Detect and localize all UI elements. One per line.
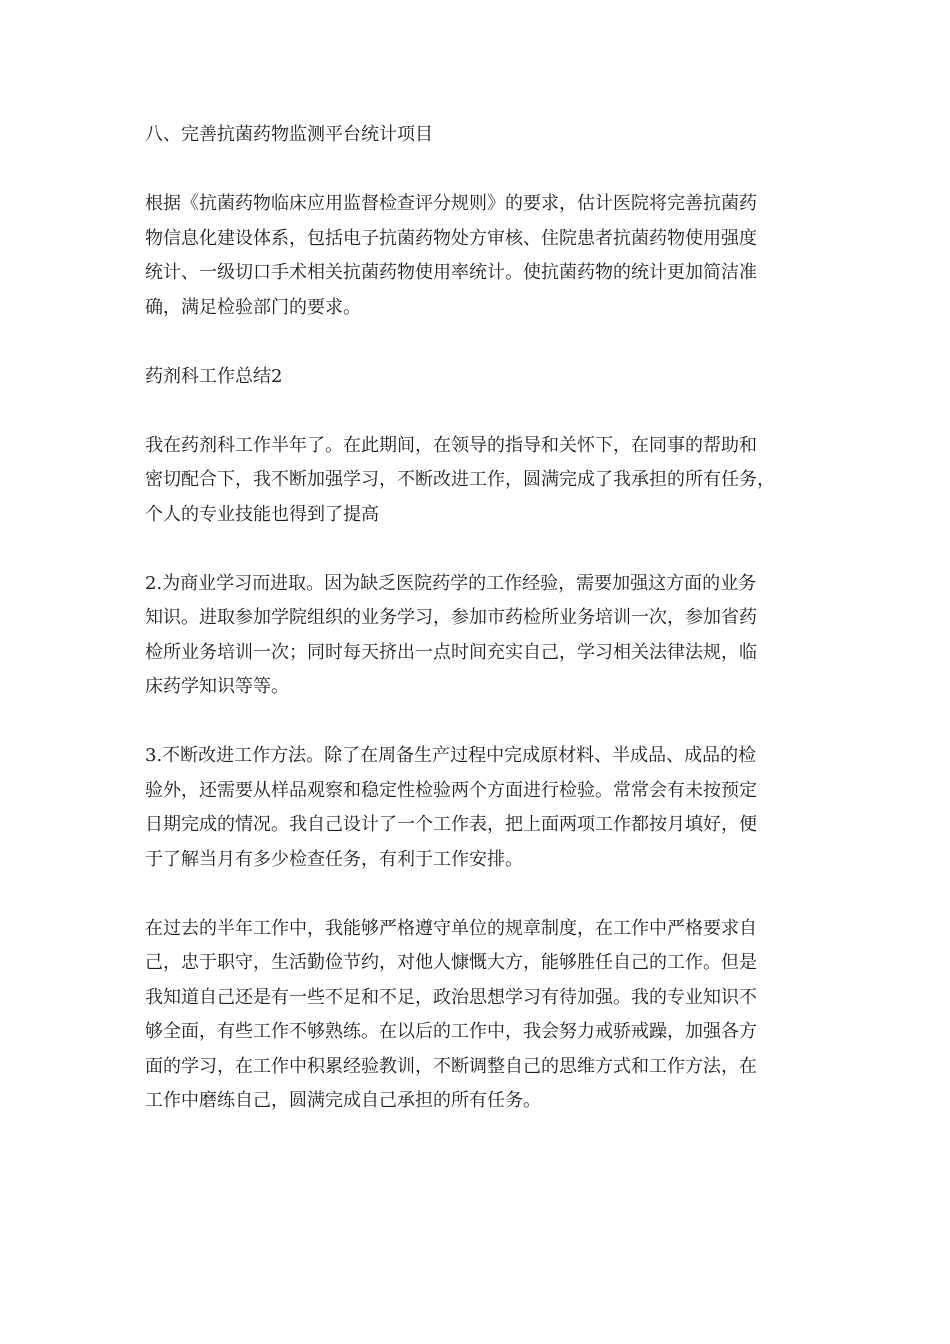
text-line: 药剂科工作总结2 bbox=[145, 365, 283, 387]
body-paragraph bbox=[145, 429, 805, 533]
text-line: 2.为商业学习而进取。因为缺乏医院药学的工作经验，需要加强这方面的业务 bbox=[145, 572, 757, 594]
text-line: 床药学知识等等。 bbox=[145, 676, 289, 697]
text-line: 3.不断改进工作方法。除了在周备生产过程中完成原材料、半成品、成品的检 bbox=[145, 745, 757, 766]
text-line: 根据《抗菌药物临床应用监督检查评分规则》的要求，估计医院将完善抗菌药 bbox=[145, 193, 757, 214]
text-line: 于了解当月有多少检查任务，有利于工作安排。 bbox=[145, 848, 523, 870]
document-body bbox=[145, 118, 805, 1153]
text-line: 我在药剂科工作半年了。在此期间，在领导的指导和关怀下，在同事的帮助和 bbox=[145, 434, 757, 456]
text-line: 日期完成的情况。我自己设计了一个工作表，把上面两项工作都按月填好，便 bbox=[145, 814, 757, 835]
text-line: 知识。进取参加学院组织的业务学习，参加市药检所业务培训一次，参加省药 bbox=[145, 607, 757, 628]
text-line: 密切配合下，我不断加强学习，不断改进工作，圆满完成了我承担的所有任务， bbox=[145, 469, 775, 490]
body-paragraph bbox=[145, 567, 805, 705]
section-title bbox=[145, 360, 805, 395]
text-line: 统计、一级切口手术相关抗菌药物使用率统计。使抗菌药物的统计更加简洁准 bbox=[145, 262, 757, 283]
text-line: 验外，还需要从样品观察和稳定性检验两个方面进行检验。常常会有未按预定 bbox=[145, 779, 757, 801]
text-line: 确，满足检验部门的要求。 bbox=[145, 296, 361, 318]
text-line: 在过去的半年工作中，我能够严格遵守单位的规章制度，在工作中严格要求自 bbox=[145, 917, 757, 939]
section-heading bbox=[145, 118, 805, 153]
body-paragraph bbox=[145, 187, 805, 325]
text-line: 我知道自己还是有一些不足和不足，政治思想学习有待加强。我的专业知识不 bbox=[145, 986, 757, 1008]
text-line: 八、完善抗菌药物监测平台统计项目 bbox=[145, 124, 433, 145]
text-line: 面的学习，在工作中积累经验教训，不断调整自己的思维方式和工作方法，在 bbox=[145, 1055, 757, 1077]
text-line: 物信息化建设体系，包括电子抗菌药物处方审核、住院患者抗菌药物使用强度 bbox=[145, 227, 757, 249]
text-line: 个人的专业技能也得到了提高 bbox=[145, 503, 379, 525]
body-paragraph bbox=[145, 739, 805, 877]
text-line: 够全面，有些工作不够熟练。在以后的工作中，我会努力戒骄戒躁，加强各方 bbox=[145, 1021, 757, 1042]
text-line: 己，忠于职守，生活勤俭节约，对他人慷慨大方，能够胜任自己的工作。但是 bbox=[145, 952, 757, 973]
text-line: 检所业务培训一次；同时每天挤出一点时间充实自己，学习相关法律法规，临 bbox=[145, 641, 757, 663]
text-line: 工作中磨练自己，圆满完成自己承担的所有任务。 bbox=[145, 1090, 541, 1111]
body-paragraph bbox=[145, 912, 805, 1119]
